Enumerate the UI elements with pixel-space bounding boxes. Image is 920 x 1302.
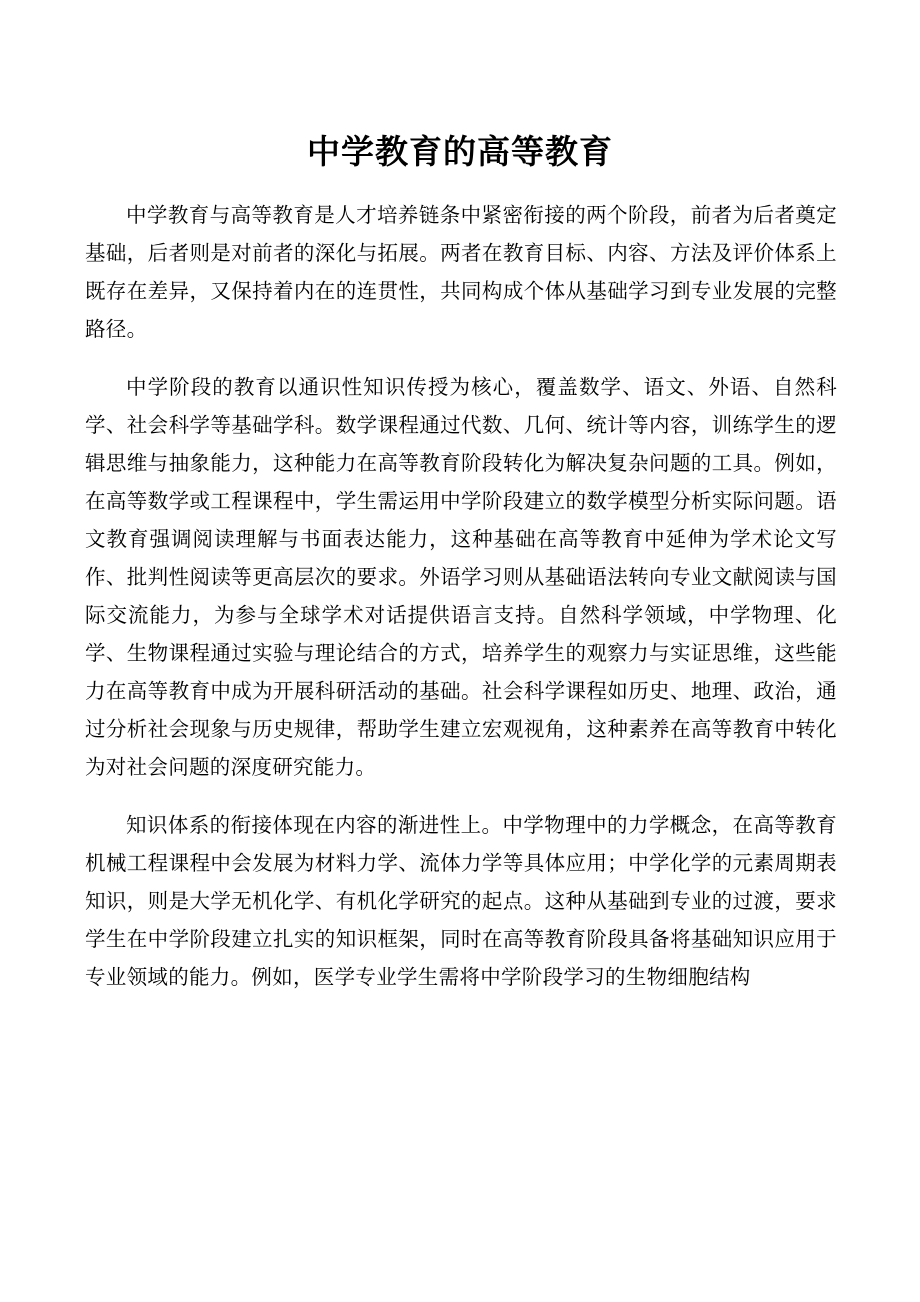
page-title: 中学教育的高等教育 bbox=[307, 132, 613, 171]
paragraph-knowledge-connection: 知识体系的衔接体现在内容的渐进性上。中学物理中的力学概念，在高等教育机械工程课程中会发展为材料力学、流体力学等具体应用；中学化学的元素周期表知识，则是大学无机化学、有机化学研究的起点。这种从基础到专业的过渡，要求学生在中学阶段建立扎实的知识框架，同时在高等教育阶段具备将基础知识应用于专业领域的能力。例如，医学专业学生需将中学阶段学习的生物细胞结构 bbox=[85, 813, 837, 989]
paragraph-intro: 中学教育与高等教育是人才培养链条中紧密衔接的两个阶段，前者为后者奠定基础，后者则是对前者的深化与拓展。两者在教育目标、内容、方法及评价体系上既存在差异，又保持着内在的连贯性，共同构成个体从基础学习到专业发展的完整路径。 bbox=[85, 203, 837, 341]
document-body bbox=[85, 196, 837, 1016]
paragraph-secondary-education: 中学阶段的教育以通识性知识传授为核心，覆盖数学、语文、外语、自然科学、社会科学等基础学科。数学课程通过代数、几何、统计等内容，训练学生的逻辑思维与抽象能力，这种能力在高等教育阶段转化为解决复杂问题的工具。例如，在高等数学或工程课程中，学生需运用中学阶段建立的数学模型分析实际问题。语文教育强调阅读理解与书面表达能力，这种基础在高等教育中延伸为学术论文写作、批判性阅读等更高层次的要求。外语学习则从基础语法转向专业文献阅读与国际交流能力，为参与全球学术对话提供语言支持。自然科学领域，中学物理、化学、生物课程通过实验与理论结合的方式，培养学生的观察力与实证思维，这些能力在高等教育中成为开展科研活动的基础。社会科学课程如历史、地理、政治，通过分析社会现象与历史规律，帮助学生建立宏观视角，这种素养在高等教育中转化为对社会问题的深度研究能力。 bbox=[85, 375, 837, 779]
